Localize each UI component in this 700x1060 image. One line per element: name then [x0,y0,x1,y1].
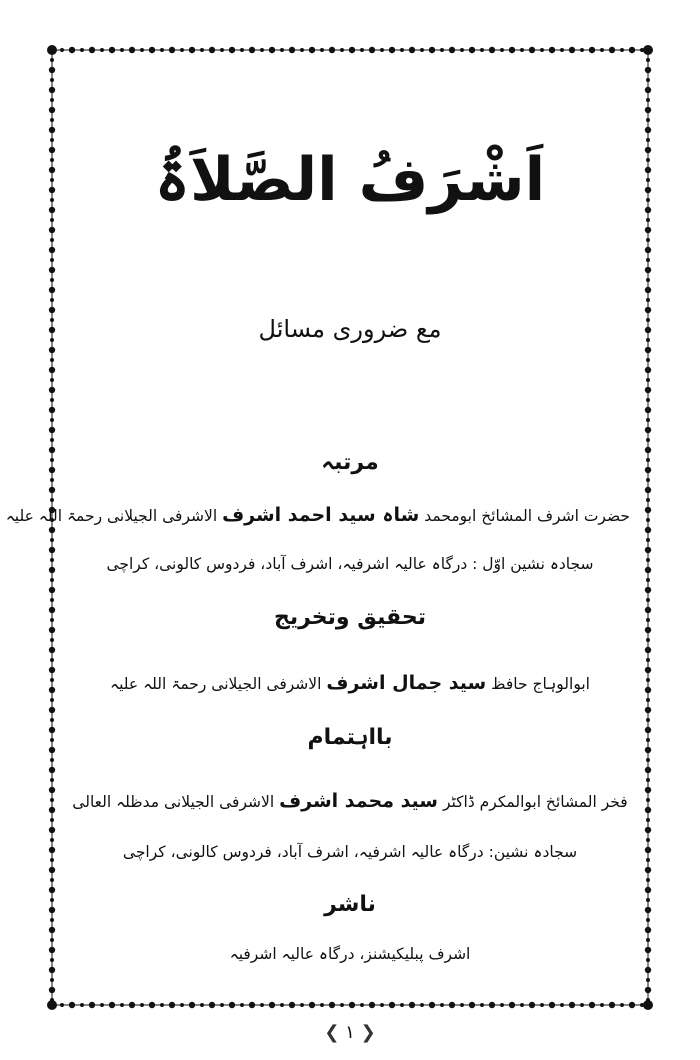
research-honorific: ابوالوہاج حافظ [491,675,590,693]
research-line [70,672,630,694]
compiler-honorific: حضرت اشرف المشائخ ابومحمد [424,507,630,525]
page-number-footer [0,1022,700,1043]
compiler-seat: سجادہ نشین اوّل : درگاہ عالیہ اشرفیہ، اشرف آباد، فردوس کالونی، کراچی [106,555,594,573]
research-name: سید جمال اشرف [326,672,487,694]
compiler-line [5,504,630,526]
management-line [70,790,630,812]
management-name: سید محمد اشرف [279,790,438,812]
page-number: ۱ [345,1022,355,1043]
management-seat: سجادہ نشین: درگاہ عالیہ اشرفیہ، اشرف آباد، فردوس کالونی، کراچی [122,843,578,861]
management-title: الاشرفی الجیلانی مدظلہ العالی [72,793,275,811]
compiler-name: شاہ سید احمد اشرف [222,504,420,526]
research-heading: تحقیق وتخریج [273,605,426,630]
book-title: اَشْرَفُ الصَّلاَۃُ [154,145,546,215]
publisher-name: اشرف پبلیکیشنز، درگاہ عالیہ اشرفیہ [229,945,471,963]
management-heading: بااہتمام [307,725,393,750]
compiler-heading: مرتبہ [321,450,379,475]
compiler-title: الاشرفی الجیلانی رحمۃ اللہ علیہ [5,507,218,525]
book-subtitle: مع ضروری مسائل [258,315,442,343]
ornament-left-icon: ❮ [324,1022,340,1043]
management-honorific: فخر المشائخ ابوالمکرم ڈاکٹر [442,793,628,811]
research-title: الاشرفی الجیلانی رحمۃ اللہ علیہ [110,675,322,693]
publisher-heading: ناشر [324,892,376,917]
ornament-right-icon: ❯ [360,1022,376,1043]
title-page [5,60,630,1000]
